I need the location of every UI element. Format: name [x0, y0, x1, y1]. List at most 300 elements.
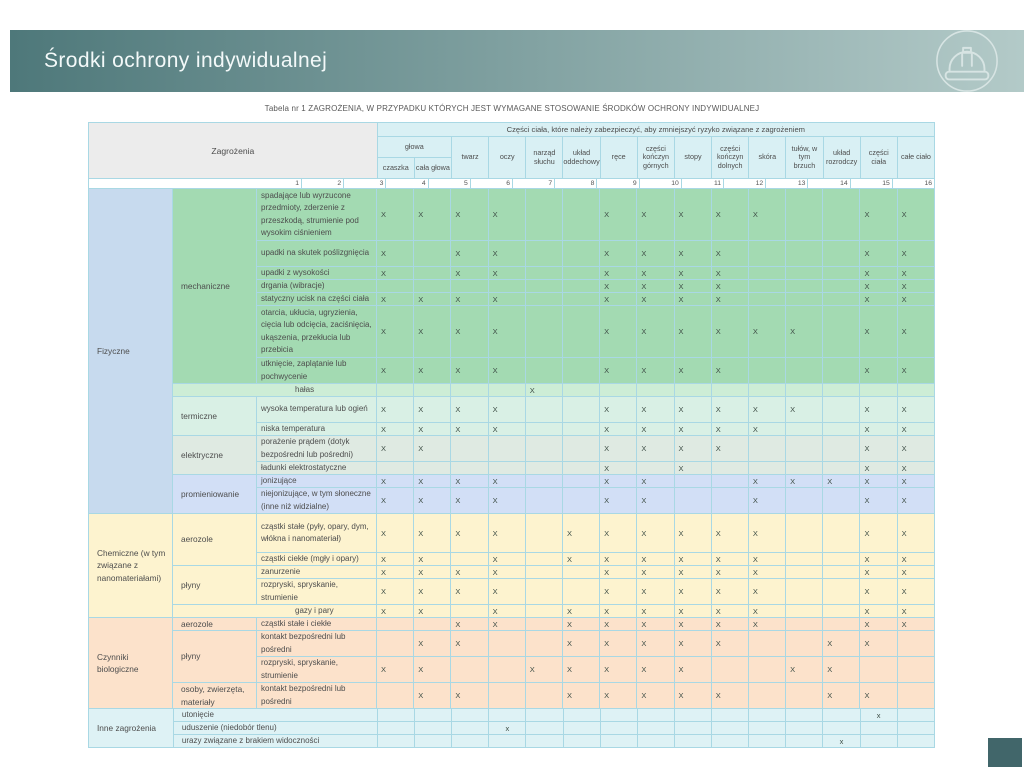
page-title: Środki ochrony indywidualnej [44, 49, 328, 72]
column-header: tułów, w tym brzuch [786, 137, 823, 179]
mark-cell: X [414, 657, 451, 683]
mark-cell [526, 605, 563, 618]
mark-cell: X [563, 618, 600, 631]
mark-cells [377, 462, 935, 475]
column-number: 11 [682, 179, 724, 189]
mark-cell: X [712, 436, 749, 462]
mark-cells [377, 579, 935, 605]
mark-cell: X [563, 683, 600, 709]
mark-cell: X [749, 397, 786, 423]
mark-cell [377, 462, 414, 475]
mark-cell [526, 189, 563, 241]
mark-cell: X [860, 189, 897, 241]
column-number: 5 [429, 179, 471, 189]
mark-cell: X [675, 605, 712, 618]
subcategory-cell: aerozole [173, 514, 257, 566]
mark-cell: X [860, 241, 897, 267]
column-header: układ rozrodczy [824, 137, 861, 179]
table-row [173, 384, 935, 397]
mark-cell [860, 657, 897, 683]
mark-cell: X [600, 462, 637, 475]
category-cell: Chemiczne (w tym związane z nanomateriałami) [89, 514, 173, 618]
group-row [173, 475, 935, 514]
mark-cell: X [675, 579, 712, 605]
mark-cell [414, 280, 451, 293]
mark-cell [823, 579, 860, 605]
mark-cell: X [377, 267, 414, 280]
mark-cell [823, 384, 860, 397]
mark-cell: X [712, 683, 749, 709]
column-number: 3 [344, 179, 386, 189]
group-rows [257, 618, 935, 631]
mark-cell [563, 488, 600, 514]
mark-cell: X [898, 488, 935, 514]
mark-cell [786, 631, 823, 657]
mark-cell [898, 722, 935, 735]
mark-cell: X [860, 306, 897, 358]
group-rows [257, 566, 935, 605]
mark-cell [526, 631, 563, 657]
mark-cell: X [600, 631, 637, 657]
mark-cell: X [489, 293, 526, 306]
mark-cell: X [600, 605, 637, 618]
mark-cell: X [414, 605, 451, 618]
mark-cell [898, 683, 935, 709]
mark-cell [526, 683, 563, 709]
mark-cell [414, 267, 451, 280]
hard-hat-icon [934, 28, 1000, 94]
mark-cell: X [675, 358, 712, 384]
mark-cell: X [898, 436, 935, 462]
table-row [257, 293, 935, 306]
mark-cell [898, 384, 935, 397]
mark-cell: X [489, 553, 526, 566]
mark-cell: X [675, 423, 712, 436]
mark-cell: X [898, 514, 935, 553]
mark-cell: X [860, 631, 897, 657]
mark-cell: X [489, 605, 526, 618]
section-row [89, 514, 935, 618]
column-number: 6 [471, 179, 513, 189]
mark-cell: X [414, 579, 451, 605]
section-row [89, 189, 935, 514]
mark-cells [377, 189, 935, 241]
table-row [257, 553, 935, 566]
mark-cell: X [675, 436, 712, 462]
mark-cell: X [600, 657, 637, 683]
table-row [257, 579, 935, 605]
mark-cell: X [600, 189, 637, 241]
mark-cell: X [489, 488, 526, 514]
column-number: 7 [513, 179, 555, 189]
mark-cell: X [637, 488, 674, 514]
mark-cell [898, 709, 935, 722]
mark-cell: X [712, 605, 749, 618]
mark-cell: X [786, 397, 823, 423]
mark-cell [786, 241, 823, 267]
mark-cell: X [414, 397, 451, 423]
mark-cell [489, 709, 526, 722]
mark-cell [563, 397, 600, 423]
mark-cell: X [377, 436, 414, 462]
hazard-label-cell: hałas [173, 384, 377, 397]
mark-cell [377, 280, 414, 293]
mark-cell: X [600, 241, 637, 267]
mark-cell [564, 735, 601, 748]
mark-cell: X [600, 579, 637, 605]
mark-cell [377, 683, 414, 709]
mark-cell: x [861, 709, 898, 722]
mark-cell: X [860, 475, 897, 488]
mark-cell: X [898, 189, 935, 241]
mark-cell [526, 397, 563, 423]
mark-cell: X [637, 618, 674, 631]
hazard-label-cell: gazy i pary [173, 605, 377, 618]
mark-cell: X [749, 605, 786, 618]
mark-cell [601, 735, 638, 748]
mark-cell: X [451, 579, 488, 605]
mark-cell: X [860, 683, 897, 709]
mark-cell: X [563, 657, 600, 683]
column-headers [378, 137, 935, 179]
mark-cell [526, 423, 563, 436]
mark-cell: X [675, 631, 712, 657]
table-row [257, 618, 935, 631]
table-row [257, 566, 935, 579]
section-groups [173, 618, 935, 709]
mark-cell: X [600, 618, 637, 631]
mark-cells [377, 631, 935, 657]
subcategory-cell: osoby, zwierzęta, materiały [173, 683, 257, 709]
mark-cell: X [860, 423, 897, 436]
mark-cell [489, 462, 526, 475]
section-row [89, 618, 935, 709]
mark-cell: X [786, 306, 823, 358]
table-row [257, 358, 935, 384]
mark-cell: X [637, 566, 674, 579]
mark-cell: X [600, 397, 637, 423]
category-cell: Czynniki biologiczne [89, 618, 173, 709]
table-row [257, 189, 935, 241]
mark-cell: X [712, 306, 749, 358]
mark-cell: X [749, 423, 786, 436]
mark-cell: X [675, 657, 712, 683]
mark-cell: x [489, 722, 526, 735]
mark-cell [637, 462, 674, 475]
mark-cell: X [377, 293, 414, 306]
table-row [257, 436, 935, 462]
column-number-row [89, 179, 935, 189]
mark-cell: X [377, 189, 414, 241]
table-row [174, 709, 935, 722]
group-row [173, 618, 935, 631]
column-number: 4 [386, 179, 428, 189]
mark-cell [749, 293, 786, 306]
mark-cell [564, 709, 601, 722]
subcategory-cell: termiczne [173, 397, 257, 436]
mark-cell [823, 722, 860, 735]
mark-cell [489, 657, 526, 683]
mark-cell: X [823, 657, 860, 683]
mark-cell [451, 553, 488, 566]
hazard-label-cell: zanurzenie [257, 566, 377, 579]
column-number: 10 [640, 179, 682, 189]
mark-cell: X [377, 397, 414, 423]
mark-cell [377, 631, 414, 657]
mark-cell: X [563, 514, 600, 553]
subcategory-cell: płyny [173, 631, 257, 683]
mark-cell: X [786, 657, 823, 683]
group-rows [257, 436, 935, 475]
mark-cells [377, 280, 935, 293]
column-number: 15 [851, 179, 893, 189]
table-row [257, 475, 935, 488]
mark-cell: X [451, 683, 488, 709]
mark-cell: X [712, 579, 749, 605]
corner-header-cell: Zagrożenia [89, 123, 378, 179]
mark-cell [749, 241, 786, 267]
mark-cell: X [860, 514, 897, 553]
mark-cell: X [637, 475, 674, 488]
mark-cell [786, 683, 823, 709]
hazard-label-cell: utknięcie, zaplątanie lub pochwycenie [257, 358, 377, 384]
mark-cell: X [451, 189, 488, 241]
mark-cell: X [600, 475, 637, 488]
mark-cell [823, 514, 860, 553]
mark-cell [601, 722, 638, 735]
mark-cell [451, 436, 488, 462]
mark-cell: X [489, 579, 526, 605]
mark-cell: X [637, 306, 674, 358]
mark-cell [489, 735, 526, 748]
mark-cell: X [860, 358, 897, 384]
mark-cell: X [749, 514, 786, 553]
mark-cell: X [749, 553, 786, 566]
mark-cell: X [489, 566, 526, 579]
mark-cell: X [786, 475, 823, 488]
mark-cell: X [749, 189, 786, 241]
mark-cell [489, 683, 526, 709]
mark-cell: X [489, 306, 526, 358]
mark-cell: X [712, 423, 749, 436]
mark-cell: X [898, 462, 935, 475]
group-row [173, 397, 935, 436]
mark-cell: X [898, 241, 935, 267]
column-header: cała głowa [415, 158, 452, 179]
mark-cell: X [675, 566, 712, 579]
mark-cell [378, 709, 415, 722]
mark-cell: X [414, 436, 451, 462]
mark-cell [414, 462, 451, 475]
table-row [257, 397, 935, 423]
mark-cell [786, 553, 823, 566]
mark-cell [563, 423, 600, 436]
mark-cell: X [749, 475, 786, 488]
mark-cell [638, 709, 675, 722]
mark-cell: X [377, 475, 414, 488]
mark-cell [786, 280, 823, 293]
mark-cell: X [712, 566, 749, 579]
mark-cells [378, 709, 935, 722]
mark-cell [563, 358, 600, 384]
mark-cell [860, 384, 897, 397]
mark-cell [526, 618, 563, 631]
column-header: części ciała [861, 137, 898, 179]
mark-cell: X [489, 397, 526, 423]
mark-cell: X [414, 475, 451, 488]
mark-cell [378, 735, 415, 748]
mark-cell: x [823, 735, 860, 748]
mark-cell: X [600, 423, 637, 436]
mark-cell: X [860, 488, 897, 514]
mark-cell: X [451, 267, 488, 280]
mark-cell: X [712, 267, 749, 280]
mark-cell [526, 722, 563, 735]
table-row [257, 267, 935, 280]
mark-cell: X [898, 618, 935, 631]
hazard-table [88, 122, 935, 748]
column-number: 8 [555, 179, 597, 189]
mark-cell [823, 306, 860, 358]
table-header-row [89, 123, 935, 179]
mark-cell [489, 436, 526, 462]
category-cell: Fizyczne [89, 189, 173, 514]
mark-cell [638, 722, 675, 735]
mark-cell: X [675, 462, 712, 475]
table-row [257, 631, 935, 657]
mark-cell: X [860, 618, 897, 631]
section-groups [173, 189, 935, 514]
mark-cell: X [898, 267, 935, 280]
mark-cell: X [860, 397, 897, 423]
body-parts-header [378, 123, 935, 179]
mark-cell: X [637, 657, 674, 683]
mark-cell: X [712, 631, 749, 657]
mark-cell: X [675, 280, 712, 293]
mark-cell: X [600, 306, 637, 358]
mark-cell: X [712, 358, 749, 384]
mark-cell: X [860, 462, 897, 475]
mark-cell: X [489, 423, 526, 436]
mark-cell: X [712, 293, 749, 306]
table-row [173, 605, 935, 618]
hazard-label-cell: porażenie prądem (dotyk bezpośredni lub pośredni) [257, 436, 377, 462]
mark-cells [377, 267, 935, 280]
mark-cell [712, 709, 749, 722]
mark-cells [377, 566, 935, 579]
mark-cell: X [451, 397, 488, 423]
mark-cell: X [451, 631, 488, 657]
mark-cell [451, 384, 488, 397]
subcategory-cell: aerozole [173, 618, 257, 631]
mark-cell [749, 722, 786, 735]
mark-cell: X [489, 358, 526, 384]
mark-cell [452, 709, 489, 722]
mark-cell [712, 462, 749, 475]
mark-cell: X [600, 436, 637, 462]
group-rows [257, 397, 935, 436]
mark-cell [601, 709, 638, 722]
mark-cell: X [749, 488, 786, 514]
mark-cell [786, 514, 823, 553]
mark-cell: X [675, 683, 712, 709]
hazard-label-cell: cząstki stałe (pyły, opary, dym, włókna i nanomateriał) [257, 514, 377, 553]
mark-cell [823, 709, 860, 722]
group-row [173, 683, 935, 709]
mark-cells [378, 735, 935, 748]
mark-cell: X [414, 423, 451, 436]
hazard-label-cell: drgania (wibracje) [257, 280, 377, 293]
column-header: całe ciało [898, 137, 935, 179]
mark-cell: X [898, 605, 935, 618]
mark-cell: X [451, 618, 488, 631]
mark-cell: X [526, 384, 563, 397]
table-row [257, 280, 935, 293]
mark-cell [823, 293, 860, 306]
mark-cell [823, 488, 860, 514]
mark-cell [489, 384, 526, 397]
mark-cell: X [675, 241, 712, 267]
mark-cells [377, 293, 935, 306]
mark-cell: X [637, 267, 674, 280]
mark-cell: X [451, 475, 488, 488]
column-number: 9 [597, 179, 639, 189]
mark-cell: X [600, 280, 637, 293]
mark-cell: X [377, 579, 414, 605]
mark-cell: X [377, 566, 414, 579]
mark-cell [415, 735, 452, 748]
mark-cells [377, 605, 935, 618]
mark-cell [451, 605, 488, 618]
mark-cell [526, 280, 563, 293]
mark-cell [786, 423, 823, 436]
table-row [174, 722, 935, 735]
column-number: 16 [893, 179, 935, 189]
mark-cell [675, 722, 712, 735]
mark-cell: X [377, 605, 414, 618]
mark-cell: X [451, 488, 488, 514]
mark-cell [823, 241, 860, 267]
mark-cell [861, 722, 898, 735]
mark-cell: X [860, 436, 897, 462]
subcategory-cell: elektryczne [173, 436, 257, 475]
mark-cell [749, 735, 786, 748]
hazard-label-cell: wysoka temperatura lub ogień [257, 397, 377, 423]
mark-cell [452, 722, 489, 735]
mark-cell: X [749, 306, 786, 358]
mark-cell [786, 579, 823, 605]
mark-cell [823, 358, 860, 384]
mark-cell: X [675, 553, 712, 566]
section-row [89, 709, 935, 748]
mark-cell: X [600, 566, 637, 579]
mark-cells [378, 722, 935, 735]
mark-cells [377, 384, 935, 397]
group-row [173, 514, 935, 566]
mark-cell: X [898, 358, 935, 384]
mark-cell [451, 280, 488, 293]
column-header: twarz [452, 137, 489, 179]
mark-cell [749, 657, 786, 683]
mark-cells [377, 241, 935, 267]
column-header: narząd słuchu [526, 137, 563, 179]
mark-cell [823, 553, 860, 566]
group-rows [257, 683, 935, 709]
body-parts-span-label: Części ciała, które należy zabezpieczyć, aby zmniejszyć ryzyko związane z zagrożeniem [378, 123, 935, 137]
mark-cell [563, 566, 600, 579]
hazard-label-cell: upadki na skutek poślizgnięcia [257, 241, 377, 267]
mark-cell: X [489, 618, 526, 631]
